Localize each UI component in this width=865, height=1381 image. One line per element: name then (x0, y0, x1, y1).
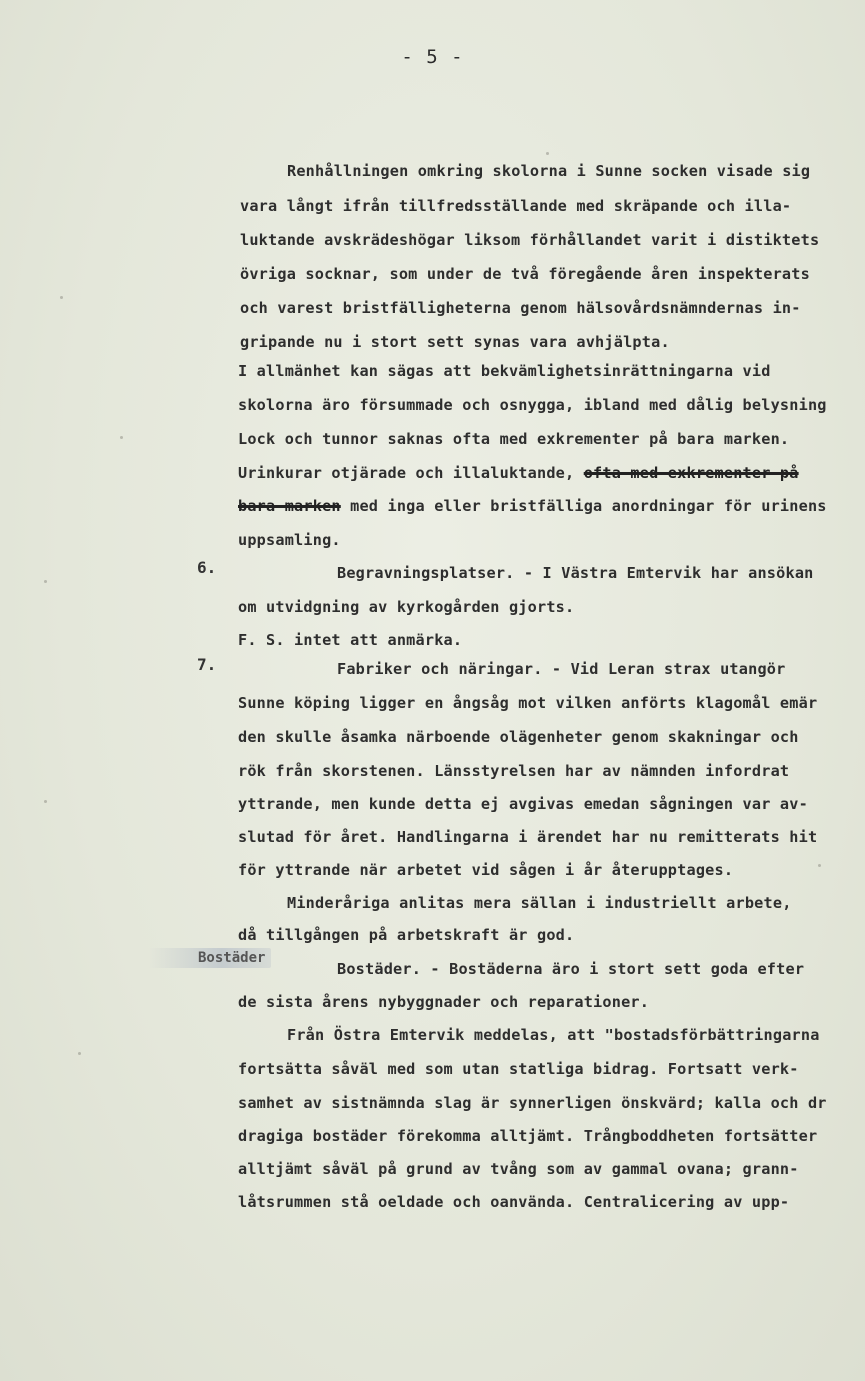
text-line: övriga socknar, som under de två föregående åren inspekterats (240, 265, 810, 283)
paper-speck (60, 296, 63, 299)
text-line: F. S. intet att anmärka. (238, 631, 463, 649)
text-line: samhet av sistnämnda slag är synnerligen önskvärd; kalla och dr (238, 1094, 827, 1112)
text-line: rök från skorstenen. Länsstyrelsen har av nämnden infordrat (238, 762, 790, 780)
text-line: Sunne köping ligger en ångsåg mot vilken anförts klagomål emär (238, 694, 818, 712)
paper-speck (818, 864, 821, 867)
paper-speck (44, 800, 47, 803)
text-line: för yttrande när arbetet vid sågen i år återupptages. (238, 861, 734, 879)
text-line: de sista årens nybyggnader och reparationer. (238, 993, 650, 1011)
text-line: skolorna äro försummade och osnygga, ibland med dålig belysning (238, 396, 827, 414)
text-line: om utvidgning av kyrkogården gjorts. (238, 598, 575, 616)
section-number-7: 7. (197, 655, 217, 674)
text-line: slutad för året. Handlingarna i ärendet har nu remitterats hit (238, 828, 818, 846)
text-line: Minderåriga anlitas mera sällan i industriellt arbete, (287, 894, 792, 912)
text-line: Från Östra Emtervik meddelas, att "bostadsförbättringarna (287, 1026, 820, 1044)
struck-text: bara marken (238, 497, 341, 515)
text-line: låtsrummen stå oeldade och oanvända. Centralicering av upp- (238, 1193, 790, 1211)
section-heading-fabriker: Fabriker och näringar. - Vid Leran strax utangör (337, 660, 786, 678)
text-line: fortsätta såväl med som utan statliga bidrag. Fortsatt verk- (238, 1060, 799, 1078)
section-number-6: 6. (197, 558, 217, 577)
text-fragment: med inga eller bristfälliga anordningar för urinens (350, 497, 827, 515)
struck-text: ofta med exkrementer på (583, 464, 799, 482)
text-line: då tillgången på arbetskraft är god. (238, 926, 575, 944)
section-heading-begravningsplatser: Begravningsplatser. - I Västra Emtervik har ansökan (337, 564, 814, 582)
margin-note-bostader: Bostäder (148, 948, 271, 968)
text-fragment: Urinkurar otjärade och illaluktande, (238, 464, 575, 482)
text-line: Lock och tunnor saknas ofta med exkrementer på bara marken. (238, 430, 790, 448)
text-line: gripande nu i stort sett synas vara avhjälpta. (240, 333, 670, 351)
page-number: - 5 - (401, 46, 464, 68)
text-line (238, 464, 799, 482)
text-line (238, 497, 827, 515)
text-line: dragiga bostäder förekomma alltjämt. Trångboddheten fortsätter (238, 1127, 818, 1145)
text-line: och varest bristfälligheterna genom hälsovårdsnämndernas in- (240, 299, 801, 317)
text-line: Renhållningen omkring skolorna i Sunne socken visade sig (287, 162, 811, 180)
text-line: yttrande, men kunde detta ej avgivas emedan sågningen var av- (238, 795, 808, 813)
text-line: luktande avskrädeshögar liksom förhållandet varit i distiktets (240, 231, 820, 249)
paper-speck (120, 436, 123, 439)
text-line: I allmänhet kan sägas att bekvämlighetsinrättningarna vid (238, 362, 771, 380)
section-heading-bostader: Bostäder. - Bostäderna äro i stort sett goda efter (337, 960, 805, 978)
paper-speck (546, 152, 549, 155)
text-line: alltjämt såväl på grund av tvång som av gammal ovana; grann- (238, 1160, 799, 1178)
text-line: vara långt ifrån tillfredsställande med skräpande och illa- (240, 197, 792, 215)
text-line: den skulle åsamka närboende olägenheter genom skakningar och (238, 728, 799, 746)
text-line: uppsamling. (238, 531, 341, 549)
paper-speck (44, 580, 47, 583)
paper-speck (78, 1052, 81, 1055)
